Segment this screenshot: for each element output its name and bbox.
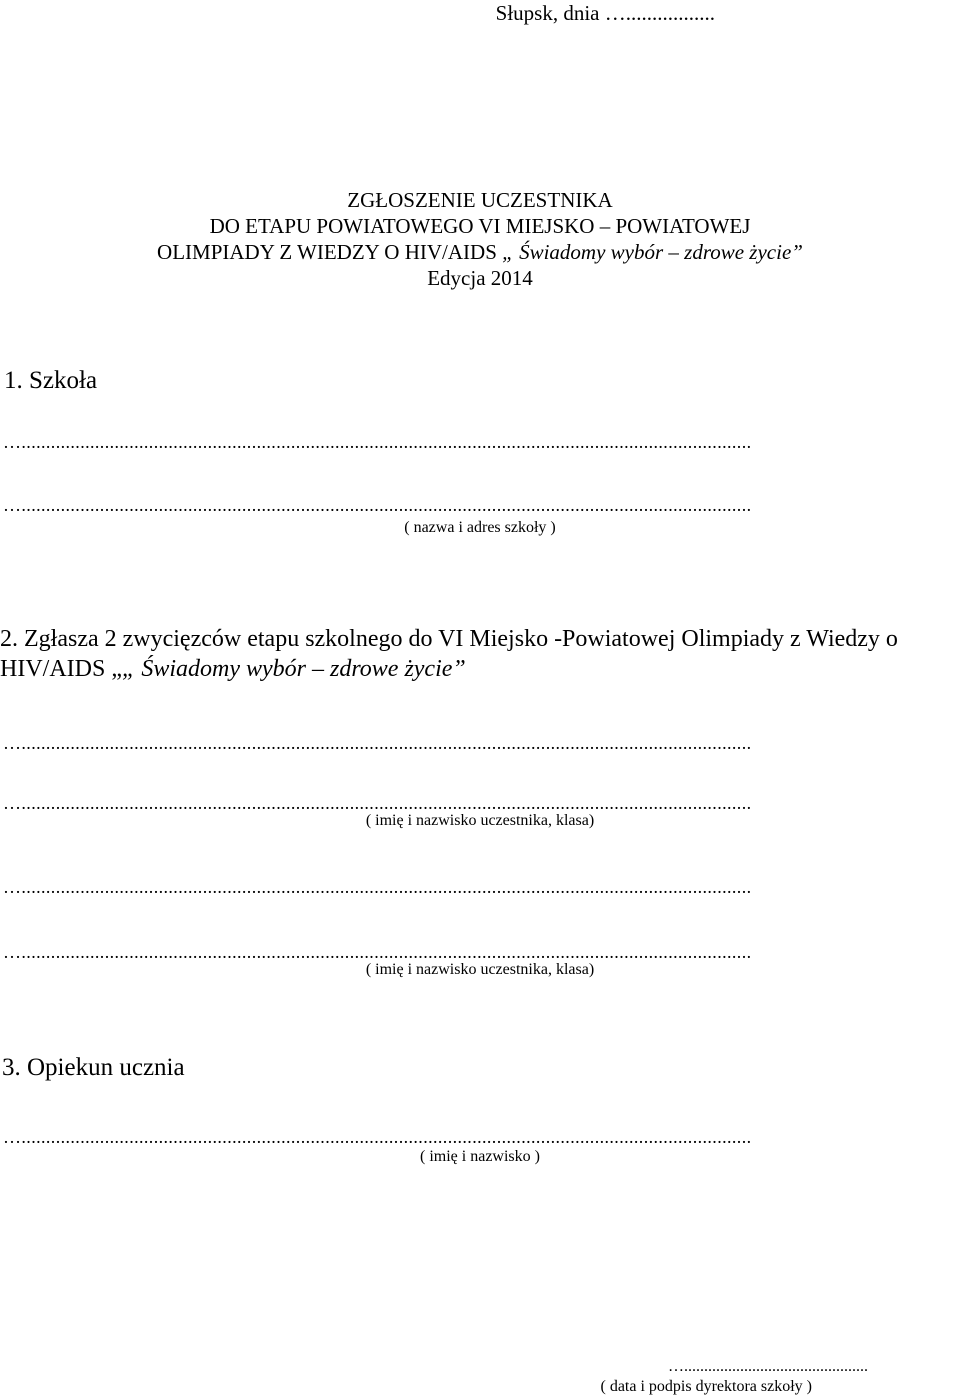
title-line-3-plain: OLIMPIADY Z WIEDZY O HIV/AIDS	[157, 240, 497, 264]
participant-2-caption: ( imię i nazwisko uczestnika, klasa)	[365, 961, 595, 978]
signature-caption: ( data i podpis dyrektora szkoły )	[600, 1378, 812, 1395]
place-date: Słupsk, dnia ….................	[495, 1, 715, 25]
tutor-caption: ( imię i nazwisko )	[420, 1148, 540, 1165]
title-line-2: DO ETAPU POWIATOWEGO VI MIEJSKO – POWIATOWEJ	[209, 214, 751, 238]
participant-2-line-2[interactable]: ….....................................................................................................................................................	[3, 942, 752, 962]
school-line-1[interactable]: ….....................................................................................................................................................	[3, 432, 752, 452]
section-participants-text	[0, 624, 960, 684]
tutor-line[interactable]: ….....................................................................................................................................................	[3, 1127, 752, 1147]
school-line-2[interactable]: ….....................................................................................................................................................	[3, 495, 752, 515]
section-tutor-heading: 3. Opiekun ucznia	[2, 1054, 185, 1081]
participant-2-line-1[interactable]: ….....................................................................................................................................................	[3, 877, 752, 897]
participant-1-line-1[interactable]: ….....................................................................................................................................................	[3, 733, 752, 753]
title-line-3	[0, 239, 960, 265]
title-line-1: ZGŁOSZENIE UCZESTNIKA	[347, 188, 613, 212]
participant-1-line-2[interactable]: ….....................................................................................................................................................	[3, 793, 752, 813]
section-school-heading: 1. Szkoła	[4, 367, 98, 394]
school-caption: ( nazwa i adres szkoły )	[404, 519, 556, 536]
signature-line[interactable]: …..............................................	[668, 1358, 868, 1375]
title-edition: Edycja 2014	[427, 266, 533, 290]
participant-1-caption: ( imię i nazwisko uczestnika, klasa)	[365, 812, 595, 829]
participants-text-plain: 2. Zgłasza 2 zwycięzców etapu szkolnego do VI Miejsko -Powiatowej Olimpiady z Wiedzy o HIV/AIDS „	[0, 626, 898, 682]
title-line-3-italic: „ Świadomy wybór – zdrowe życie”	[502, 240, 803, 264]
form-title	[0, 187, 960, 291]
participants-text-italic: „ Świadomy wybór – zdrowe życie”	[121, 656, 466, 682]
